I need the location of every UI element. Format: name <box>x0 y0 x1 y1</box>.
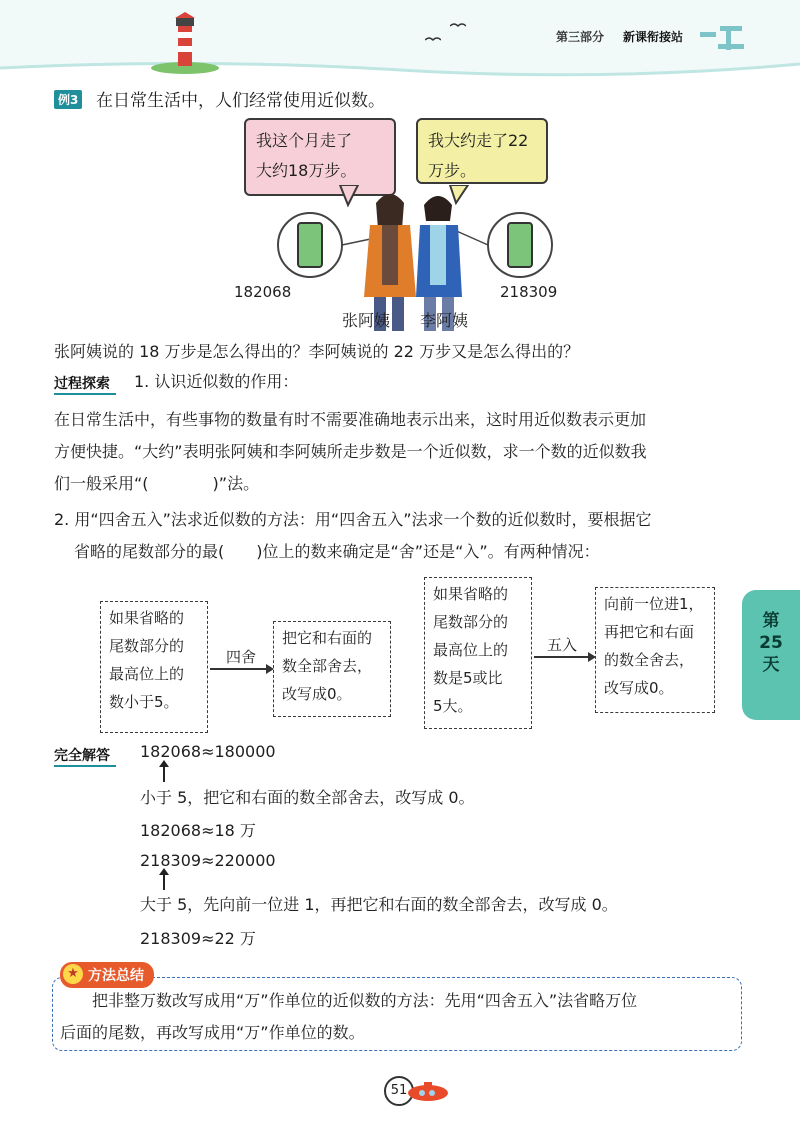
submarine-icon <box>404 1080 450 1102</box>
section-name: 新课衔接站 <box>623 30 684 44</box>
header-decoration <box>700 22 745 52</box>
zhang-name: 张阿姨 <box>342 311 391 330</box>
box-line: 数全部舍去， <box>282 657 373 675</box>
solution-line: 218309≈220000 <box>140 851 276 870</box>
bubble-line: 大约18万步。 <box>256 161 357 180</box>
tab-line: 天 <box>762 655 780 675</box>
solution-line: 小于 5，把它和右面的数全部舍去，改写成 0。 <box>140 788 475 807</box>
solution-line: 182068≈180000 <box>140 742 276 761</box>
tab-line: 第 <box>762 611 780 631</box>
bird-icon <box>425 36 441 44</box>
up-arrow-icon <box>163 874 165 890</box>
step2-line: 省略的尾数部分的最( )位上的数来确定是“舍”还是“入”。有两种情况： <box>74 542 600 561</box>
box-line: 数是5或比 <box>433 669 503 687</box>
example-intro: 在日常生活中，人们经常使用近似数。 <box>96 91 385 111</box>
arrow-label-round-up: 五入 <box>547 636 578 654</box>
box-line: 如果省略的 <box>109 609 185 627</box>
speech-bubble-li <box>416 118 548 184</box>
rule-box-round-down-condition <box>100 601 208 733</box>
process-tag: 过程探索 <box>54 373 116 395</box>
step2-line: 2. 用“四舍五入”法求近似数的方法：用“四舍五入”法求一个数的近似数时，要根据它 <box>54 510 652 529</box>
page-header <box>0 0 800 80</box>
process-paragraph: 方便快捷。“大约”表明张阿姨和李阿姨所走步数是一个近似数，求一个数的近似数我 <box>54 442 647 461</box>
summary-badge: 方法总结 <box>60 962 154 988</box>
zhang-steps: 182068 <box>234 283 292 301</box>
box-line: 最高位上的 <box>109 665 185 683</box>
rule-box-round-up-condition <box>424 577 532 729</box>
header-wave <box>0 0 800 90</box>
summary-line: 后面的尾数，再改写成用“万”作单位的数。 <box>60 1023 365 1042</box>
step1-title: 1. 认识近似数的作用： <box>134 372 299 391</box>
bubble-line: 万步。 <box>428 161 477 180</box>
example-badge: 例3 <box>54 90 82 109</box>
box-line: 把它和右面的 <box>282 629 373 647</box>
box-line: 数小于5。 <box>109 693 179 711</box>
question-text: 张阿姨说的 18 万步是怎么得出的？李阿姨说的 22 万步又是怎么得出的？ <box>54 342 580 361</box>
bird-icon <box>450 22 466 30</box>
two-women-illustration <box>230 185 570 335</box>
day-side-tab <box>742 590 800 720</box>
solution-tag: 完全解答 <box>54 745 116 767</box>
li-steps: 218309 <box>500 283 558 301</box>
arrow-round-down <box>210 668 272 670</box>
solution-line: 大于 5，先向前一位进 1，再把它和右面的数全部舍去，改写成 0。 <box>140 895 618 914</box>
process-paragraph: 在日常生活中，有些事物的数量有时不需要准确地表示出来，这时用近似数表示更加 <box>54 410 647 429</box>
section-title: 第三部分 <box>556 30 605 44</box>
summary-line: 把非整万数改写成用“万”作单位的近似数的方法：先用“四舍五入”法省略万位 <box>92 991 638 1010</box>
bubble-line: 我大约走了22 <box>428 131 529 150</box>
rule-box-round-down-action <box>273 621 391 717</box>
bubble-line: 我这个月走了 <box>256 131 353 150</box>
box-line: 的数全舍去， <box>604 651 695 669</box>
box-line: 改写成0。 <box>282 685 352 703</box>
lighthouse-icon <box>150 12 220 74</box>
up-arrow-icon <box>163 766 165 782</box>
arrow-label-round-down: 四舍 <box>226 648 257 666</box>
box-line: 尾数部分的 <box>109 637 185 655</box>
li-name: 李阿姨 <box>420 311 469 330</box>
star-icon: ★ <box>63 964 83 984</box>
box-line: 如果省略的 <box>433 585 509 603</box>
box-line: 改写成0。 <box>604 679 674 697</box>
page-number: 51 <box>384 1076 414 1106</box>
process-paragraph: 们一般采用“( )”法。 <box>54 474 260 493</box>
box-line: 最高位上的 <box>433 641 509 659</box>
box-line: 向前一位进1， <box>604 595 704 613</box>
tab-line: 25 <box>759 633 783 653</box>
rule-box-round-up-action <box>595 587 715 713</box>
box-line: 5大。 <box>433 697 473 715</box>
solution-line: 182068≈18 万 <box>140 821 256 840</box>
box-line: 再把它和右面 <box>604 623 695 641</box>
arrow-round-up <box>534 656 594 658</box>
box-line: 尾数部分的 <box>433 613 509 631</box>
solution-line: 218309≈22 万 <box>140 929 256 948</box>
